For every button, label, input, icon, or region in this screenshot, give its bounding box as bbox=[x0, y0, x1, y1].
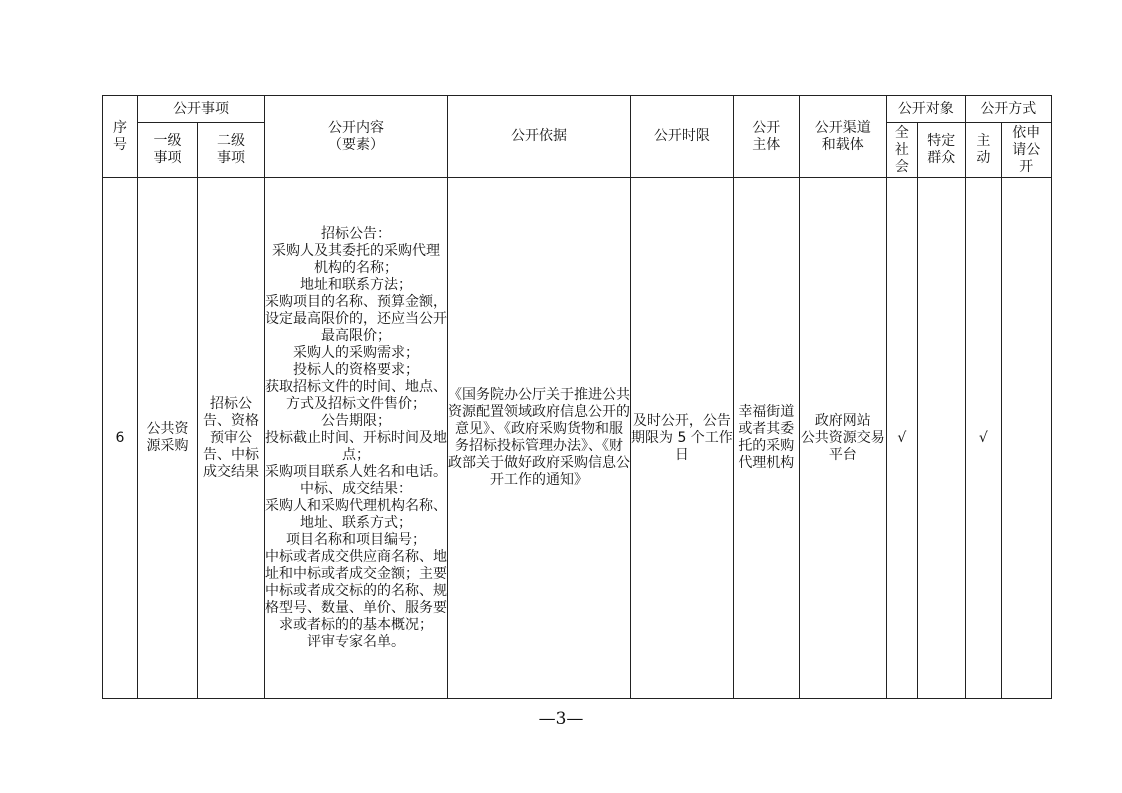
row-level2: 招标公 告、资格 预审公 告、中标 成交结果 bbox=[198, 178, 265, 699]
row-basis: 《国务院办公厅关于推进公共 资源配置领域政府信息公开的 意见》、《政府采购货物和服 务招标投标管理办法》、《财 政部关于做好政府采购信息公 开工作的通知》 bbox=[448, 178, 631, 699]
table-row bbox=[103, 178, 1052, 699]
row-level1: 公共资 源采购 bbox=[138, 178, 198, 699]
row-subject: 幸福街道 或者其委 托的采购 代理机构 bbox=[733, 178, 799, 699]
page-number: —3— bbox=[538, 709, 584, 729]
row-index: 6 bbox=[103, 178, 138, 699]
header-method: 公开方式 bbox=[965, 96, 1051, 123]
row-method-apply-check bbox=[1001, 178, 1051, 699]
header-audience-all: 全社会 bbox=[886, 123, 917, 178]
header-subject: 公开主体 bbox=[733, 96, 799, 178]
row-channel: 政府网站 公共资源交易 平台 bbox=[799, 178, 886, 699]
row-time-limit: 及时公开，公告 期限为 5 个工作 日 bbox=[631, 178, 734, 699]
row-audience-all-check: √ bbox=[886, 178, 917, 699]
row-method-active-check: √ bbox=[965, 178, 1001, 699]
header-level2: 二级事项 bbox=[198, 123, 265, 178]
header-audience: 公开对象 bbox=[886, 96, 965, 123]
header-index: 序号 bbox=[103, 96, 138, 178]
header-basis: 公开依据 bbox=[448, 96, 631, 178]
header-public-items: 公开事项 bbox=[138, 96, 265, 123]
row-content: 招标公告： 采购人及其委托的采购代理 机构的名称； 地址和联系方法； 采购项目的名称、预算金额， 设定最高限价的，还应当公开 最高限价； 采购人的采购需求； 投标人的资格要求； 获取招标文件的时间、地点、 方式及招标文件售价； 公告期限； 投标截止时间、开标时间及地 点； 采购项目联系人姓名和电话。 中标、成交结果： 采购人和采购代理机构名称、 地址、联系方式； 项目名称和项目编号； 中标或者成交供应商名称、地 址和中标或者成交金额；主要 中标或者成交标的的名称、规 格型号、数量、单价、服务要 求或者标的的基本概况； 评审专家名单。 bbox=[265, 178, 448, 699]
header-audience-specific: 特定群众 bbox=[917, 123, 965, 178]
header-level1: 一级事项 bbox=[138, 123, 198, 178]
header-time-limit: 公开时限 bbox=[631, 96, 734, 178]
disclosure-table bbox=[102, 95, 1052, 699]
header-method-active: 主动 bbox=[965, 123, 1001, 178]
header-content: 公开内容 （要素） bbox=[265, 96, 448, 178]
header-channel: 公开渠道和载体 bbox=[799, 96, 886, 178]
header-method-apply: 依申请公开 bbox=[1001, 123, 1051, 178]
row-audience-specific-check bbox=[917, 178, 965, 699]
